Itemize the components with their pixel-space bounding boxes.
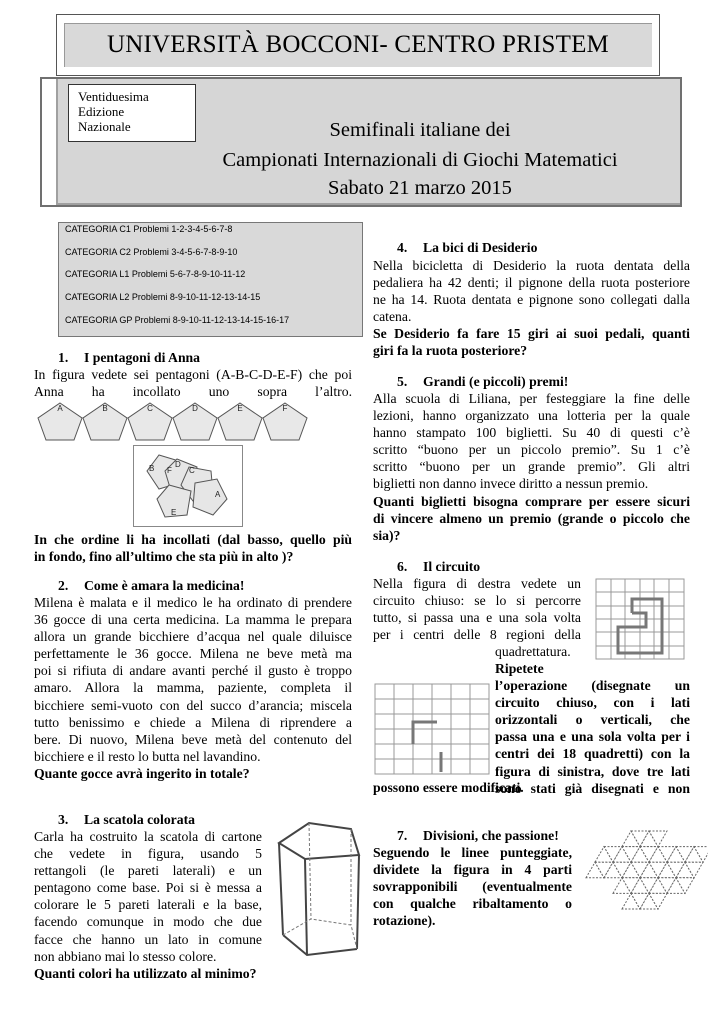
text-line: orizzontali o verticali, che [495,712,690,728]
problem-7-question [373,844,572,929]
problem-2-heading [58,578,244,594]
text-line: Nella bicicletta di Desiderio la ruota dentata della [373,258,690,273]
text-line: Carla ha costruito la scatola di cartone [34,829,262,844]
text-line: 36 gocce di una certa medicina. La mamma le prepara [34,612,352,628]
edition-line: Nazionale [78,119,131,134]
subtitle-date: Sabato 21 marzo 2015 [328,177,512,199]
svg-text:F: F [167,466,172,475]
text-line: hanno stampato 100 biglietti. Su 40 di questi c’è [373,425,690,441]
subtitle-line: Campionati Internazionali di Giochi Matematici [222,149,618,171]
text-line: lezioni, hanno organizzato una lotteria per la quale [373,408,690,424]
text-line: facce che hanno un lato in comune [34,931,262,947]
subtitle-line: Semifinali italiane dei [329,119,511,141]
text-line: non abbiano mai lo stesso colore. [34,948,217,964]
text-line: Ripetete [495,661,544,676]
text-line: Anna ha incollato uno sopra l’altro. [34,384,352,400]
text-line: In che ordine li ha incollati (dal basso, quello più [34,532,352,547]
banner-title: UNIVERSITÀ BOCCONI- CENTRO PRISTEM [107,31,609,58]
circuit-example-grid [594,577,686,661]
problem-5-question: sia)? [373,527,401,543]
problem-number: 6. [397,559,408,574]
problem-6-question-end: possono essere modificati. [373,780,524,795]
text-line: sono stati già disegnati e non [495,780,690,796]
problem-2-text [34,594,352,782]
category-line: CATEGORIA C1 Problemi 1-2-3-4-5-6-7-8 [65,224,233,234]
text-line: amaro. Allora la mamma, paziente, completa il [34,680,352,696]
stacked-pentagons-figure [133,445,243,527]
problem-title: I pentagoni di Anna [84,350,201,365]
category-line: CATEGORIA GP Problemi 8-9-10-11-12-13-14-15-16-17 [65,315,290,325]
svg-text:C: C [189,466,195,475]
text-line: Alla scuola di Liliana, per festeggiare la fine delle [373,391,690,406]
text-line: In figura vedete sei pentagoni (A-B-C-D-E-F) che poi [34,367,352,382]
pentagon-label: A [57,404,63,413]
category-line: CATEGORIA C2 Problemi 3-4-5-6-7-8-9-10 [65,247,238,257]
text-line: circuito chiuso: se lo si percorre [373,593,581,609]
problem-title: Grandi (e piccoli) premi! [423,374,569,389]
text-line: poi si rifiuta di andare avanti perché il gusto è troppo [34,663,352,679]
problem-3-question: Quanti colori ha utilizzato al minimo? [34,965,257,981]
problem-number: 5. [397,374,408,389]
text-line: Seguendo le linee punteggiate, [373,845,572,860]
edition-line: Edizione [78,104,125,119]
pentagon-label: F [282,404,288,413]
problem-3-heading [58,812,195,828]
text-line: facendo comunque in modo che due [34,914,262,930]
text-line: bicchiere semi-vuoto con del succo d’arancia; miscela [34,697,352,713]
text-line: in fondo, fino all’ultimo che sta più in alto )? [34,549,294,565]
text-line: passa una e una sola volta per i [495,729,690,745]
text-line: rettangoli (le pareti laterali) e un [34,863,262,879]
problem-title: La scatola colorata [84,812,195,827]
pentagon-label: E [237,404,243,413]
svg-text:E: E [171,508,177,517]
text-line: che vedete in figura, usando 5 [34,846,262,862]
svg-text:D: D [175,460,181,469]
problem-1-text [34,366,352,400]
problem-5-question: di vincere almeno un premio (grande o piccolo che [373,510,690,526]
text-line: bicchiere e il resto lo butta nel lavandino. [34,748,261,764]
text-line: centri dei 18 quadretti) con la [495,746,690,762]
text-line: per i centri delle 8 regioni della [373,627,581,643]
text-line: circuito chiuso, con i lati [495,695,690,711]
problem-5-question: Quanti biglietti bisogna comprare per essere sicuri [373,493,690,509]
text-line: con qualche ribaltamento o [373,896,572,912]
text-line: Milena è malata e il medico le ha ordinato di prendere [34,595,352,610]
category-line: CATEGORIA L1 Problemi 5-6-7-8-9-10-11-12 [65,269,246,279]
problem-4-heading [397,240,537,256]
pentagon-label: C [147,404,153,413]
text-line: rotazione). [373,913,436,929]
problem-2-question: Quante gocce avrà ingerito in totale? [34,765,250,781]
problem-4-question: giri fa la ruota posteriore? [373,343,528,359]
category-line: CATEGORIA L2 Problemi 8-9-10-11-12-13-14-15 [65,292,261,302]
svg-text:B: B [149,464,155,473]
text-line: ne ha 14. Ruota dentata e pignone sono collegati dalla [373,292,690,308]
circuit-puzzle-grid [373,682,493,778]
text-line: sovrapponibili (eventualmente [373,879,572,895]
text-line: quadrettatura. [495,644,571,659]
problem-number: 2. [58,578,69,593]
problem-5-heading [397,374,568,390]
problem-title: Il circuito [423,559,481,574]
text-line: colorare le 5 pareti laterali e la base, [34,897,262,913]
triangle-grid-figure [578,825,708,915]
problem-number: 3. [58,812,69,827]
problem-title: Come è amara la medicina! [84,578,245,593]
text-line: dividete la figura in 4 parti [373,862,572,878]
categories-box [58,222,363,337]
problem-title: Divisioni, che passione! [423,828,559,843]
pentagons-figure [30,400,310,445]
text-line: Nella figura di destra vedete un [373,576,581,591]
problem-6-text [373,575,581,643]
edition-line: Ventiduesima [78,89,149,104]
text-line: pentagono come base. Poi si è messa a [34,880,262,896]
text-line: biglietti non danno invece diritto a nessun premio. [373,476,649,492]
problem-6-heading [397,559,480,575]
text-line: catena. [373,309,412,325]
pentagon-label: B [102,404,108,413]
problem-7-heading [397,828,559,844]
problem-1-question [34,531,352,565]
pentagon-label: D [192,404,198,413]
text-line: l’operazione (disegnate un [495,678,690,694]
problem-4-question: Se Desiderio fa fare 15 giri ai suoi pedali, quanti [373,326,690,342]
problem-4-text [373,257,690,360]
text-line: pedaliera ha 42 denti; il pignone della ruota posteriore [373,275,690,291]
banner [56,14,660,76]
problem-3-text [34,828,262,982]
problem-5-text [373,390,690,544]
text-line: bere. Di nuovo, Milena beve metà del contenuto del [34,731,352,747]
text-line: scritto “buono per un piccolo premio”. Su 1 c’è [373,442,690,458]
box-figure [265,815,365,965]
text-line: tutto benissimo e chiede a Milena di riprendere a [34,714,352,730]
text-line: tutto, si passa una e una sola volta [373,610,581,626]
problem-number: 1. [58,350,69,365]
text-line: scritto “buono per un grande premio”. Gli altri [373,459,690,475]
problem-6-question [495,660,690,797]
text-line: figura di sinistra, dove tre lati [495,763,690,779]
problem-number: 7. [397,828,408,843]
problem-number: 4. [397,240,408,255]
svg-text:A: A [215,490,221,499]
text-line: allora un grande bicchiere d’acqua nel quale diluisce [34,629,352,645]
problem-title: La bici di Desiderio [423,240,538,255]
problem-1-heading [58,350,200,366]
text-line: perfettamente le 36 gocce. Milena ne beve metà ma [34,646,352,662]
